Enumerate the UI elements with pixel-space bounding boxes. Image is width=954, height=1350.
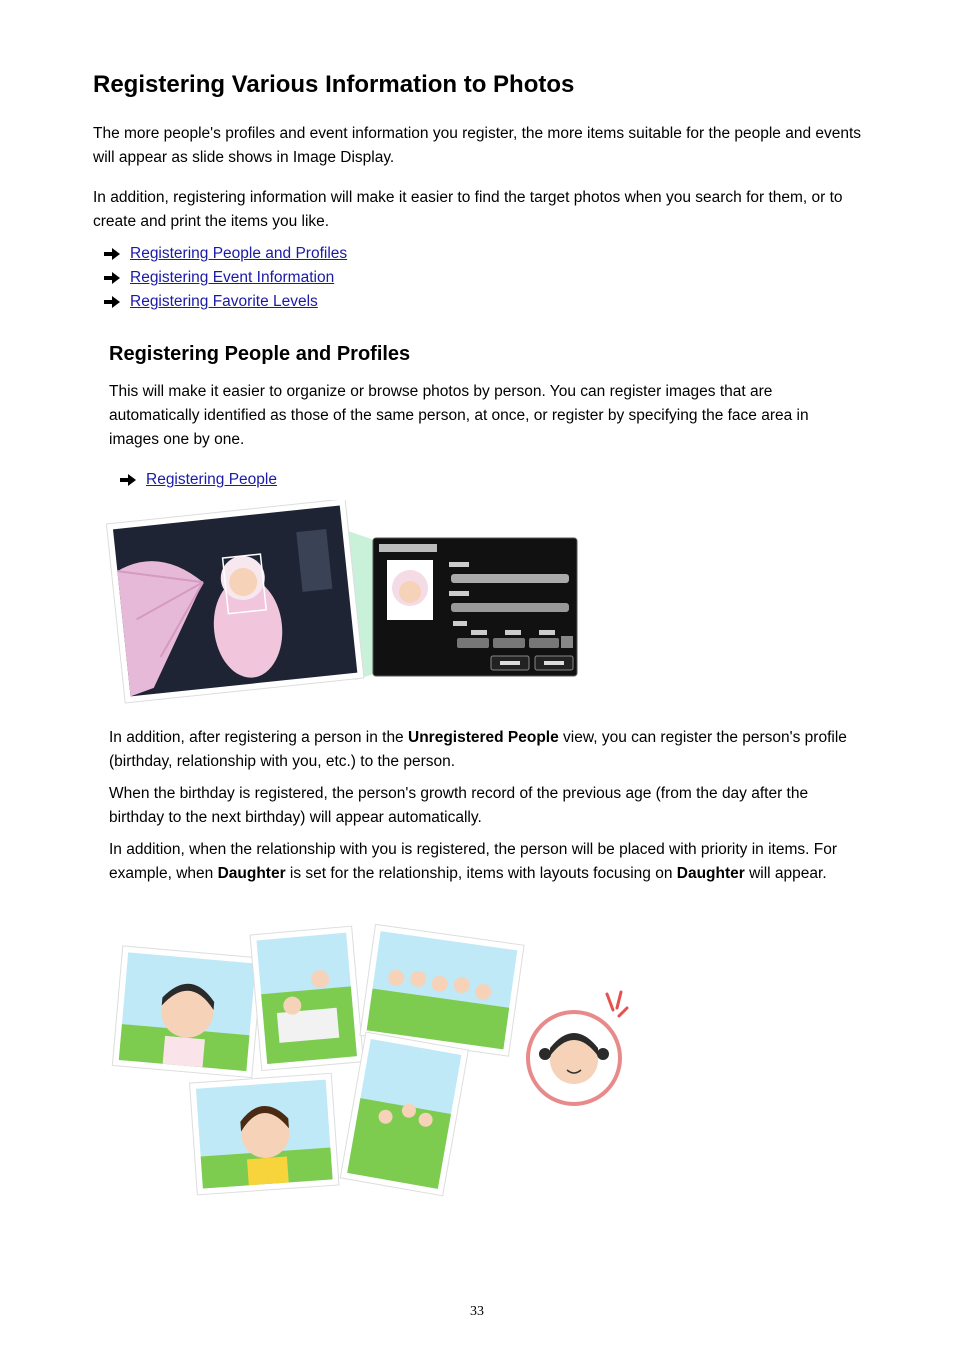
link-registering-event-information[interactable]: Registering Event Information [130, 269, 335, 286]
tilted-photo [106, 500, 364, 703]
link-item [104, 290, 347, 314]
link-registering-people-and-profiles[interactable]: Registering People and Profiles [130, 245, 348, 262]
section-paragraph-1: This will make it easier to organize or browse photos by person. You can register images that are automatically identified as those of the same person, at once, or register by specifying the face area in images one by one. [109, 383, 809, 448]
section-paragraph-4: In addition, when the relationship with you is registered, the person will be placed with priority in items. For example, when Daughter is set for the relationship, items with layouts focusing on Daughter will appear. [109, 841, 838, 882]
intro-paragraph-1: The more people's profiles and event information you register, the more items suitable for the people and events will appear as slide shows in Image Display. [93, 125, 862, 166]
photo-card-picnic [250, 926, 363, 1070]
emphasis-marks [607, 992, 627, 1016]
face-registration-illustration [105, 500, 585, 710]
link-item [104, 266, 347, 290]
arrow-right-icon [104, 296, 120, 308]
link-registering-people[interactable]: Registering People [146, 471, 277, 488]
section-paragraph-2: In addition, after registering a person in the Unregistered People view, you can register the person's profile (birthday, relationship with you, etc.) to the person. [109, 729, 847, 770]
unregistered-people-term: Unregistered People [408, 729, 559, 746]
daughter-term: Daughter [217, 865, 286, 882]
page-number: 33 [470, 1304, 484, 1319]
daughter-avatar [528, 992, 627, 1104]
intro-paragraph-2: In addition, registering information will make it easier to find the target photos when you search for them, or to create and print the items you like. [93, 189, 843, 230]
photo-card-boy [190, 1073, 339, 1195]
daughter-layout-illustration [105, 920, 645, 1210]
arrow-right-icon [120, 474, 136, 486]
arrow-right-icon [104, 272, 120, 284]
link-item [104, 242, 347, 266]
arrow-right-icon [104, 248, 120, 260]
link-registering-favorite-levels[interactable]: Registering Favorite Levels [130, 293, 318, 310]
section-links [104, 242, 347, 314]
section-paragraph-3: When the birthday is registered, the person's growth record of the previous age (from the day after the birthday to the next birthday) will appear automatically. [109, 785, 809, 826]
registration-screen [373, 538, 577, 676]
photo-card-girl [112, 946, 262, 1078]
link-item [120, 468, 277, 492]
page-title: Registering Various Information to Photos [93, 71, 575, 98]
section-heading: Registering People and Profiles [109, 343, 411, 365]
daughter-term: Daughter [676, 865, 745, 882]
section-sub-links [120, 468, 277, 492]
